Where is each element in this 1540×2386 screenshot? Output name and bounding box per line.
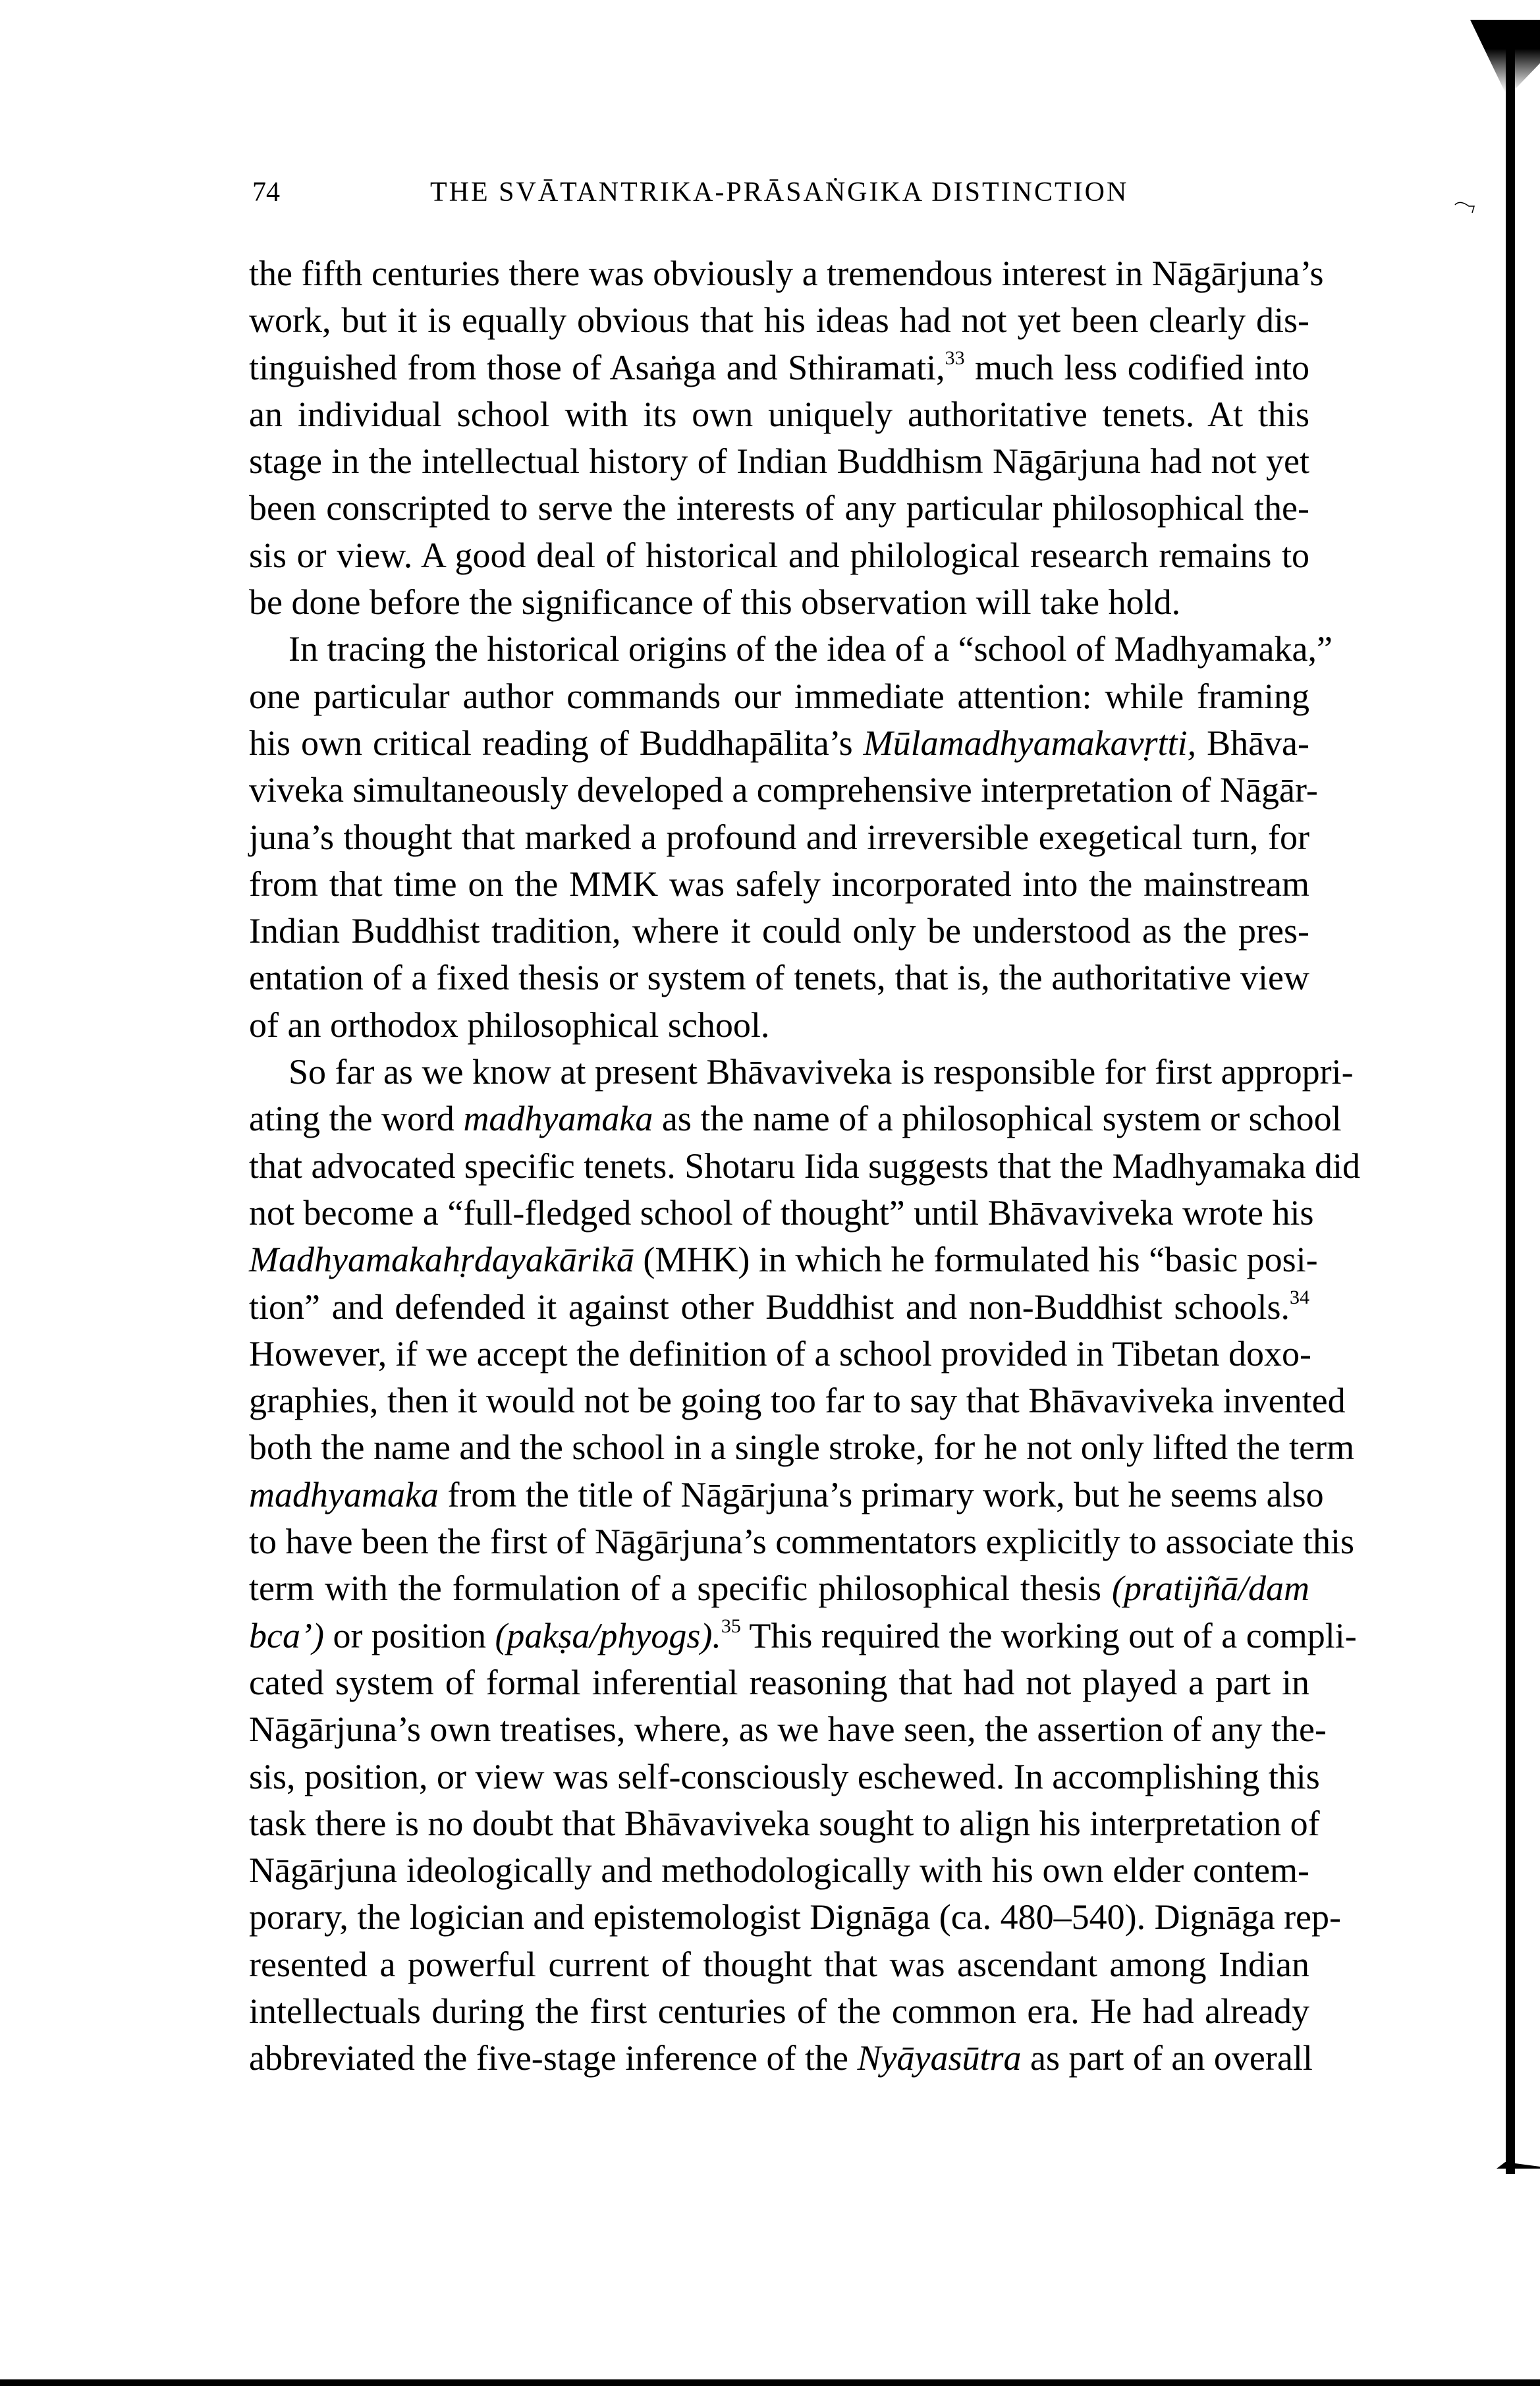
italic-term: madhyamaka bbox=[249, 1474, 439, 1514]
text-run: sis, position, or view was self-consciously eschewed. In accomplishing this bbox=[249, 1756, 1320, 1796]
paragraph bbox=[249, 250, 1324, 626]
running-header bbox=[252, 173, 1372, 212]
text-line bbox=[249, 1941, 1309, 1988]
text-line bbox=[249, 1894, 1341, 1941]
text-run: the fifth centuries there was obviously a tremendous interest in Nāgārjuna’s bbox=[249, 254, 1324, 293]
text-line bbox=[249, 345, 1309, 391]
text-run: an individual school with its own uniquely authoritative tenets. At this bbox=[249, 394, 1309, 434]
text-run: entation of a fixed thesis or system of tenets, that is, the authoritative view bbox=[249, 958, 1309, 998]
text-run: be done before the significance of this observation will take hold. bbox=[249, 582, 1181, 623]
italic-term: (pakṣa/phyogs). bbox=[495, 1615, 721, 1655]
text-line bbox=[249, 767, 1318, 814]
text-run: sis or view. A good deal of historical and philological research remains to bbox=[249, 535, 1309, 575]
italic-term: madhyamaka bbox=[463, 1099, 653, 1139]
text-line bbox=[249, 1002, 1309, 1049]
footnote-marker: 33 bbox=[945, 347, 965, 369]
text-line bbox=[249, 1988, 1309, 2035]
text-run: from that time on the MMK was safely incorporated into the mainstream bbox=[249, 864, 1309, 904]
text-line bbox=[249, 1424, 1355, 1471]
scan-bottom-border bbox=[0, 2379, 1540, 2386]
italic-term: Madhyamakahṛdayakārikā bbox=[249, 1240, 634, 1280]
text-run: that advocated specific tenets. Shotaru Iida suggests that the Madhyamaka did bbox=[249, 1146, 1360, 1186]
text-run: juna’s thought that marked a profound and irreversible exegetical turn, for bbox=[249, 817, 1309, 857]
text-line bbox=[249, 250, 1324, 297]
text-run: So far as we know at present Bhāvaviveka is responsible for first appropri- bbox=[289, 1052, 1354, 1092]
text-run: viveka simultaneously developed a comprehensive interpretation of Nāgār- bbox=[249, 770, 1318, 810]
text-line bbox=[249, 1143, 1360, 1190]
text-run: term with the formulation of a specific philosophical thesis bbox=[249, 1568, 1112, 1609]
text-line bbox=[249, 814, 1309, 861]
text-line bbox=[249, 579, 1309, 626]
text-run: Indian Buddhist tradition, where it could only be understood as the pres- bbox=[249, 911, 1309, 951]
text-run: Bhāva- bbox=[1196, 723, 1309, 763]
text-line bbox=[249, 1518, 1355, 1565]
text-line bbox=[249, 1284, 1309, 1331]
text-line bbox=[249, 1472, 1324, 1518]
book-gutter-shadow-icon bbox=[1470, 20, 1540, 92]
text-run: tinguished from those of Asaṅga and Sthiramati, bbox=[249, 347, 945, 387]
text-line bbox=[249, 532, 1309, 579]
page-edge-line bbox=[1506, 40, 1515, 2174]
text-run: been conscripted to serve the interests of any particular philosophical the- bbox=[249, 488, 1309, 528]
text-line bbox=[249, 1613, 1357, 1659]
text-run: as part of an overall bbox=[1021, 2038, 1313, 2078]
text-line bbox=[249, 1236, 1318, 1283]
text-run: cated system of formal inferential reasoning that had not played a part in bbox=[249, 1662, 1309, 1702]
text-run: one particular author commands our immediate attention: while framing bbox=[249, 676, 1309, 716]
text-run: ating the word bbox=[249, 1099, 464, 1139]
paragraph bbox=[249, 1049, 1360, 2082]
text-line bbox=[249, 297, 1309, 344]
text-line bbox=[249, 1096, 1342, 1142]
text-run: resented a powerful current of thought that was ascendant among Indian bbox=[249, 1944, 1309, 1984]
text-run: Nāgārjuna ideologically and methodologically with his own elder contem- bbox=[249, 1850, 1309, 1891]
running-title: THE SVĀTANTRIKA-PRĀSAṄGIKA DISTINCTION bbox=[430, 177, 1129, 208]
text-run: In tracing the historical origins of the idea of a “school of Madhyamaka,” bbox=[289, 629, 1333, 669]
text-line bbox=[249, 1331, 1309, 1377]
text-run: tion” and defended it against other Buddhist and non-Buddhist schools. bbox=[249, 1287, 1290, 1327]
italic-term: Nyāyasūtra bbox=[857, 2038, 1022, 2078]
text-line bbox=[249, 1565, 1309, 1612]
text-run: (MHK) in which he formulated his “basic posi- bbox=[634, 1240, 1318, 1280]
text-run: porary, the logician and epistemologist Dignāga (ca. 480–540). Dignāga rep- bbox=[249, 1897, 1341, 1937]
text-run: or position bbox=[323, 1615, 495, 1655]
text-run: of an orthodox philosophical school. bbox=[249, 1005, 770, 1045]
pencil-tick-mark-icon bbox=[1454, 201, 1477, 215]
text-line bbox=[249, 391, 1309, 438]
text-run: This required the working out of a compli- bbox=[740, 1615, 1357, 1655]
page-edge-foot bbox=[1497, 2162, 1540, 2169]
text-line bbox=[249, 720, 1309, 767]
footnote-marker: 35 bbox=[721, 1615, 741, 1637]
text-run: from the title of Nāgārjuna’s primary work, but he seems also bbox=[438, 1474, 1324, 1514]
text-run: his own critical reading of Buddhapālita’s bbox=[249, 723, 864, 763]
text-run: to have been the first of Nāgārjuna’s commentators explicitly to associate this bbox=[249, 1522, 1355, 1562]
text-run: work, but it is equally obvious that his ideas had not yet been clearly dis- bbox=[249, 300, 1309, 341]
text-run: abbreviated the five-stage inference of the bbox=[249, 2038, 858, 2078]
text-run: intellectuals during the first centuries of the common era. He had already bbox=[249, 1991, 1309, 2031]
italic-term: bca’) bbox=[249, 1615, 324, 1655]
italic-term: Mūlamadhyamakavṛtti, bbox=[863, 723, 1197, 763]
text-line bbox=[249, 1190, 1314, 1236]
text-run: both the name and the school in a single stroke, for he not only lifted the term bbox=[249, 1428, 1355, 1468]
text-line bbox=[249, 2035, 1313, 2082]
italic-term: (pratijñā/dam bbox=[1111, 1568, 1309, 1609]
text-run: as the name of a philosophical system or school bbox=[653, 1099, 1342, 1139]
text-run: However, if we accept the definition of a school provided in Tibetan doxo- bbox=[249, 1333, 1311, 1373]
text-line bbox=[249, 861, 1309, 908]
body-text bbox=[249, 250, 1360, 2082]
text-line bbox=[249, 1659, 1309, 1706]
page-number: 74 bbox=[252, 177, 280, 208]
text-run: much less codified into bbox=[964, 347, 1310, 387]
text-line bbox=[249, 673, 1309, 720]
text-line bbox=[249, 1800, 1320, 1847]
text-line bbox=[249, 1049, 1354, 1096]
text-line bbox=[249, 955, 1309, 1001]
footnote-marker: 34 bbox=[1290, 1286, 1309, 1308]
text-run: stage in the intellectual history of Indian Buddhism Nāgārjuna had not yet bbox=[249, 441, 1309, 482]
paragraph bbox=[249, 626, 1333, 1049]
text-line bbox=[249, 1847, 1309, 1894]
text-line bbox=[249, 438, 1309, 485]
text-run: Nāgārjuna’s own treatises, where, as we have seen, the assertion of any the- bbox=[249, 1709, 1327, 1750]
text-line bbox=[249, 485, 1309, 532]
text-line bbox=[249, 908, 1309, 955]
text-line bbox=[249, 1377, 1346, 1424]
text-run: not become a “full-fledged school of thought” until Bhāvaviveka wrote his bbox=[249, 1192, 1314, 1233]
text-run: graphies, then it would not be going too far to say that Bhāvaviveka invented bbox=[249, 1381, 1346, 1421]
text-line bbox=[249, 626, 1333, 673]
text-run: task there is no doubt that Bhāvaviveka sought to align his interpretation of bbox=[249, 1803, 1320, 1843]
text-line bbox=[249, 1754, 1320, 1800]
text-line bbox=[249, 1706, 1327, 1753]
